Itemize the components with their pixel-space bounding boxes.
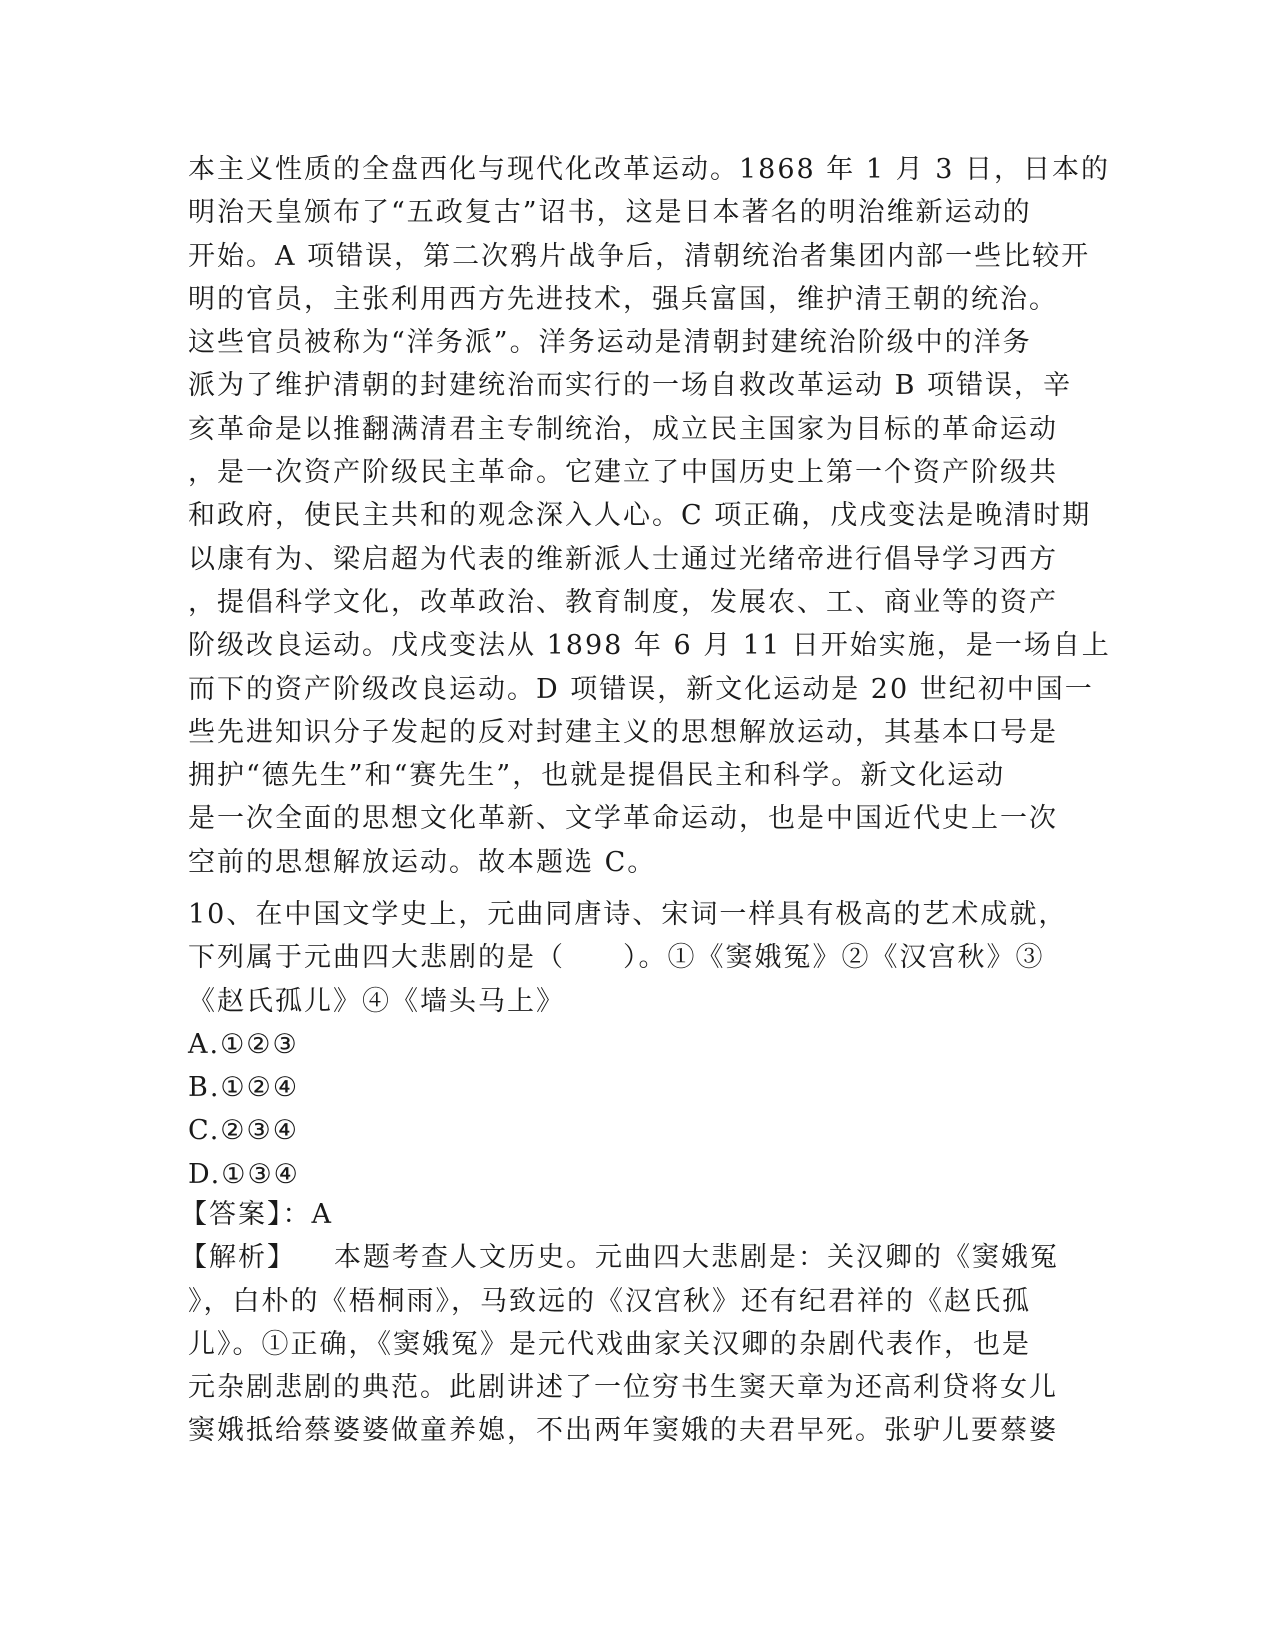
text-line: 派为了维护清朝的封建统治而实行的一场自救改革运动 B 项错误，辛 xyxy=(188,370,1073,402)
option-d: D.①③④ xyxy=(188,1158,300,1190)
option-c: C.②③④ xyxy=(188,1115,299,1147)
text-line: ，是一次资产阶级民主革命。它建立了中国历史上第一个资产阶级共 xyxy=(188,457,1058,489)
text-line: 这些官员被称为“洋务派”。洋务运动是清朝封建统治阶级中的洋务 xyxy=(188,327,1032,359)
text-line: 是一次全面的思想文化革新、文学革命运动，也是中国近代史上一次 xyxy=(188,803,1058,835)
text-line: 亥革命是以推翻满清君主专制统治，成立民主国家为目标的革命运动 xyxy=(188,413,1058,445)
text-line: 以康有为、梁启超为代表的维新派人士通过光绪帝进行倡导学习西方 xyxy=(188,543,1058,575)
question-stem-line: 10、在中国文学史上，元曲同唐诗、宋词一样具有极高的艺术成就， xyxy=(188,899,1068,930)
analysis-line: 》，白朴的《梧桐雨》，马致远的《汉宫秋》还有纪君祥的《赵氏孤 xyxy=(188,1285,1031,1317)
analysis-line: 窦娥抵给蔡婆婆做童养媳，不出两年窦娥的夫君早死。张驴儿要蔡婆 xyxy=(188,1415,1058,1447)
analysis-line: 元杂剧悲剧的典范。此剧讲述了一位穷书生窦天章为还高利贷将女儿 xyxy=(188,1372,1058,1404)
answer-and-analysis xyxy=(180,1193,1090,1453)
text-line: 本主义性质的全盘西化与现代化改革运动。1868 年 1 月 3 日，日本的 xyxy=(188,154,1110,185)
analysis-text: 本题考查人文历史。元曲四大悲剧是：关汉卿的《窦娥冤 xyxy=(334,1242,1059,1274)
option-b: B.①②④ xyxy=(188,1072,300,1104)
question-10 xyxy=(188,893,1088,1196)
text-line: ，提倡科学文化，改革政治、教育制度，发展农、工、商业等的资产 xyxy=(188,586,1058,618)
question-stem-line: 下列属于元曲四大悲剧的是（ ）。①《窦娥冤》②《汉宫秋》③ xyxy=(188,942,1045,974)
text-line: 空前的思想解放运动。故本题选 C。 xyxy=(188,846,657,878)
text-line: 和政府，使民主共和的观念深入人心。C 项正确，戊戌变法是晚清时期 xyxy=(188,500,1092,532)
question-stem-line: 《赵氏孤儿》④《墙头马上》 xyxy=(188,985,565,1017)
text-line: 拥护“德先生”和“赛先生”，也就是提倡民主和科学。新文化运动 xyxy=(188,760,1006,792)
text-line: 明的官员，主张利用西方先进技术，强兵富国，维护清王朝的统治。 xyxy=(188,283,1058,315)
text-line: 开始。A 项错误，第二次鸦片战争后，清朝统治者集团内部一些比较开 xyxy=(188,240,1091,272)
option-a: A.①②③ xyxy=(188,1028,299,1060)
analysis-tag: 【解析】 xyxy=(180,1242,296,1274)
analysis-first-line xyxy=(180,1236,1090,1279)
text-line: 阶级改良运动。戊戌变法从 1898 年 6 月 11 日开始实施，是一场自上 xyxy=(188,630,1111,662)
text-line: 而下的资产阶级改良运动。D 项错误，新文化运动是 20 世纪初中国一 xyxy=(188,673,1094,705)
analysis-line: 儿》。①正确，《窦娥冤》是元代戏曲家关汉卿的杂剧代表作，也是 xyxy=(188,1328,1031,1360)
previous-explanation-continuation xyxy=(188,148,1111,884)
text-line: 些先进知识分子发起的反对封建主义的思想解放运动，其基本口号是 xyxy=(188,716,1058,748)
text-line: 明治天皇颁布了“五政复古”诏书，这是日本著名的明治维新运动的 xyxy=(188,197,1032,229)
answer-label: 【答案】：A xyxy=(180,1199,333,1230)
